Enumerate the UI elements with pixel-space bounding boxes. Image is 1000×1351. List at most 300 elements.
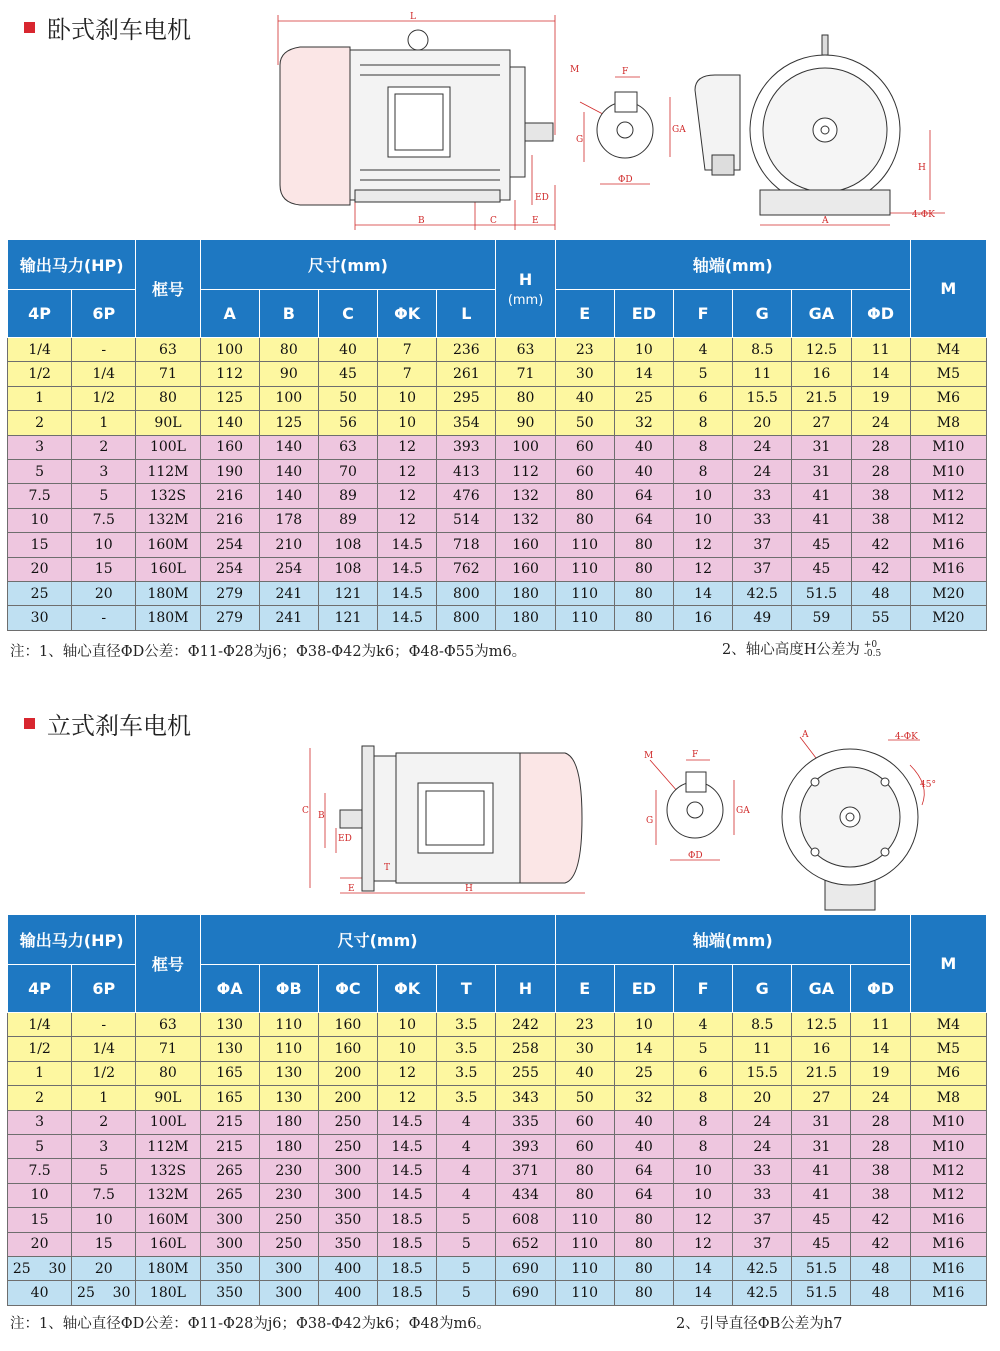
- table-cell: 350: [318, 1232, 377, 1256]
- table-cell: 20: [733, 1086, 792, 1110]
- header-4p: 4P: [8, 290, 72, 338]
- table-cell: M16: [910, 1256, 986, 1280]
- header-col-G: G: [733, 965, 792, 1013]
- title-bullet: [24, 22, 35, 33]
- table-cell: 10: [72, 533, 136, 557]
- table-cell: 28: [851, 459, 910, 483]
- table-cell: 23: [555, 1013, 614, 1037]
- dim-F: F: [622, 67, 629, 77]
- table-cell: -: [72, 606, 136, 630]
- table-cell: 12: [378, 1086, 437, 1110]
- table-cell: 112M: [136, 1134, 200, 1158]
- table-cell: 132: [496, 484, 555, 508]
- table-row: [8, 581, 987, 605]
- section-title-text: 卧式刹车电机: [47, 16, 191, 44]
- header-M: M: [910, 915, 986, 1013]
- dim-E: E: [532, 216, 539, 226]
- table-cell: 132: [496, 508, 555, 532]
- table-cell: 20: [8, 1232, 72, 1256]
- table-cell: 5: [437, 1232, 496, 1256]
- header-M: M: [910, 240, 986, 338]
- table-cell: 40: [614, 435, 673, 459]
- table-cell: 89: [318, 508, 377, 532]
- table-cell: M16: [910, 1232, 986, 1256]
- table-cell: 100L: [136, 1110, 200, 1134]
- table-cell: 110: [555, 533, 614, 557]
- horizontal-motor-side-drawing: [270, 5, 570, 230]
- table-row: [8, 1281, 987, 1305]
- table-cell: 33: [733, 1159, 792, 1183]
- table-cell: 254: [200, 533, 259, 557]
- table-cell: 4: [673, 338, 732, 362]
- table-cell: 15.5: [733, 1061, 792, 1085]
- table-cell: 12.5: [792, 1013, 851, 1037]
- table-cell: 30: [8, 606, 72, 630]
- table-cell: 40: [614, 1110, 673, 1134]
- table-cell: 25: [614, 386, 673, 410]
- dim-GA: GA: [736, 806, 750, 816]
- table-cell: 38: [851, 1159, 910, 1183]
- table-cell: 33: [733, 1183, 792, 1207]
- table-cell: 19: [851, 1061, 910, 1085]
- table-cell: 12: [378, 1061, 437, 1085]
- table-cell: 12: [673, 1208, 732, 1232]
- table-cell: 12: [378, 508, 437, 532]
- table-cell: 63: [136, 338, 200, 362]
- header-frame: 框号: [136, 915, 200, 1013]
- table-cell: 5: [8, 1134, 72, 1158]
- table-cell: M12: [910, 1159, 986, 1183]
- table-cell: 160M: [136, 533, 200, 557]
- table-cell: 63: [136, 1013, 200, 1037]
- table-cell: 335: [496, 1110, 555, 1134]
- vertical-note-1: 注：1、轴心直径ΦD公差：Φ11-Φ28为j6；Φ38-Φ42为k6；Φ48为m6。: [10, 1316, 491, 1332]
- table-cell: 14: [851, 362, 910, 386]
- table-row: [8, 411, 987, 435]
- table-cell: 215: [200, 1134, 259, 1158]
- dim-E: E: [348, 884, 355, 894]
- table-cell: 15: [72, 557, 136, 581]
- table-cell: 80: [136, 1061, 200, 1085]
- table-cell: 51.5: [792, 1256, 851, 1280]
- table-cell: 112: [200, 362, 259, 386]
- dim-B: B: [418, 216, 425, 226]
- table-cell: 64: [614, 1183, 673, 1207]
- header-col-C: ΦC: [318, 965, 377, 1013]
- table-cell: 55: [851, 606, 910, 630]
- table-cell: 45: [792, 1232, 851, 1256]
- table-cell: 18.5: [378, 1232, 437, 1256]
- table-cell: 8.5: [733, 338, 792, 362]
- table-cell: 255: [496, 1061, 555, 1085]
- table-row: [8, 1013, 987, 1037]
- table-cell: 42: [851, 1232, 910, 1256]
- header-col-G: G: [733, 290, 792, 338]
- table-cell: 23: [555, 338, 614, 362]
- table-cell: 31: [792, 459, 851, 483]
- table-cell: 33: [733, 484, 792, 508]
- tolerance: [864, 641, 881, 659]
- table-cell: 14.5: [378, 1110, 437, 1134]
- table-cell: 230: [259, 1159, 318, 1183]
- table-cell: 300: [259, 1281, 318, 1305]
- table-cell: 19: [851, 386, 910, 410]
- table-cell: 10: [673, 1183, 732, 1207]
- table-cell: 38: [851, 484, 910, 508]
- table-cell: 180: [259, 1110, 318, 1134]
- table-cell: 112M: [136, 459, 200, 483]
- table-cell: 40: [614, 459, 673, 483]
- table-cell: 690: [496, 1256, 555, 1280]
- table-cell: 258: [496, 1037, 555, 1061]
- header-col-K: ΦK: [378, 965, 437, 1013]
- table-cell: 1: [72, 1086, 136, 1110]
- table-cell: 180: [496, 581, 555, 605]
- table-cell: 140: [259, 435, 318, 459]
- table-cell: 110: [555, 1256, 614, 1280]
- table-cell: 12: [673, 1232, 732, 1256]
- header-col-A: A: [200, 290, 259, 338]
- table-cell: M12: [910, 1183, 986, 1207]
- table-cell: 80: [555, 1159, 614, 1183]
- table-cell: 37: [733, 533, 792, 557]
- table-cell: 130: [200, 1037, 259, 1061]
- table-cell: 41: [792, 1183, 851, 1207]
- table-cell: 652: [496, 1232, 555, 1256]
- table-cell: 80: [614, 1281, 673, 1305]
- table-row: [8, 1086, 987, 1110]
- table-cell: 64: [614, 484, 673, 508]
- dim-M: M: [644, 751, 654, 761]
- table-cell: 5: [437, 1256, 496, 1280]
- table-cell: 80: [614, 1232, 673, 1256]
- table-row: [8, 459, 987, 483]
- table-cell: 112: [496, 459, 555, 483]
- table-cell: 14: [673, 1256, 732, 1280]
- header-col-C: C: [318, 290, 377, 338]
- horizontal-table-body: [8, 338, 987, 631]
- table-cell: 300: [259, 1256, 318, 1280]
- table-cell: 160: [318, 1013, 377, 1037]
- table-cell: 261: [437, 362, 496, 386]
- table-cell: 41: [792, 484, 851, 508]
- horizontal-note-2-wrap: [722, 638, 881, 659]
- table-cell: 71: [496, 362, 555, 386]
- horizontal-shaft-end-drawing: [570, 62, 690, 192]
- table-cell: 16: [673, 606, 732, 630]
- table-cell: 40: [8, 1281, 72, 1305]
- header-col-E: E: [555, 290, 614, 338]
- table-cell: 690: [496, 1281, 555, 1305]
- table-cell: 25: [614, 1061, 673, 1085]
- table-cell: 14: [851, 1037, 910, 1061]
- table-cell: M12: [910, 508, 986, 532]
- table-cell: 3.5: [437, 1061, 496, 1085]
- vertical-table-body: [8, 1013, 987, 1306]
- horizontal-note-2: 2、轴心高度H公差为: [722, 642, 860, 658]
- table-cell: 121: [318, 606, 377, 630]
- table-cell: 110: [555, 581, 614, 605]
- table-cell: 3.5: [437, 1037, 496, 1061]
- table-cell: 25 30: [8, 1256, 72, 1280]
- table-cell: 3: [8, 435, 72, 459]
- dim-A: A: [822, 216, 829, 226]
- table-cell: 165: [200, 1061, 259, 1085]
- table-cell: M6: [910, 1061, 986, 1085]
- table-cell: 4: [437, 1159, 496, 1183]
- table-cell: 254: [200, 557, 259, 581]
- table-cell: 8: [673, 411, 732, 435]
- table-cell: 350: [318, 1208, 377, 1232]
- table-cell: 7.5: [72, 1183, 136, 1207]
- table-cell: 24: [851, 411, 910, 435]
- table-cell: 70: [318, 459, 377, 483]
- table-cell: 2: [8, 411, 72, 435]
- table-cell: 45: [792, 557, 851, 581]
- table-cell: 1/4: [72, 1037, 136, 1061]
- table-cell: 10: [378, 1037, 437, 1061]
- table-cell: 71: [136, 362, 200, 386]
- table-cell: 242: [496, 1013, 555, 1037]
- table-cell: 1: [8, 386, 72, 410]
- table-cell: 10: [673, 508, 732, 532]
- vertical-flange-front-drawing: [770, 725, 950, 915]
- table-cell: 160: [496, 533, 555, 557]
- table-cell: M5: [910, 1037, 986, 1061]
- dim-angle: 45°: [920, 780, 936, 790]
- table-cell: 60: [555, 1134, 614, 1158]
- table-cell: 11: [733, 1037, 792, 1061]
- table-cell: 300: [200, 1208, 259, 1232]
- table-cell: M8: [910, 411, 986, 435]
- header-col-D: ΦD: [851, 965, 910, 1013]
- table-cell: 514: [437, 508, 496, 532]
- dim-G: G: [646, 816, 654, 826]
- header-col-F: F: [673, 290, 732, 338]
- table-cell: 8: [673, 1110, 732, 1134]
- table-row: [8, 1037, 987, 1061]
- horizontal-motor-front-drawing: [690, 30, 950, 230]
- table-cell: 14: [614, 362, 673, 386]
- table-cell: 180L: [136, 1281, 200, 1305]
- table-cell: M20: [910, 581, 986, 605]
- table-cell: 10: [72, 1208, 136, 1232]
- table-row: [8, 1061, 987, 1085]
- table-cell: M10: [910, 459, 986, 483]
- header-frame: 框号: [136, 240, 200, 338]
- header-col-GA: GA: [792, 290, 851, 338]
- table-cell: 800: [437, 581, 496, 605]
- table-cell: M6: [910, 386, 986, 410]
- table-cell: 24: [733, 1134, 792, 1158]
- table-cell: 2: [8, 1086, 72, 1110]
- table-cell: 28: [851, 1134, 910, 1158]
- header-col-ED: ED: [614, 290, 673, 338]
- table-cell: 31: [792, 435, 851, 459]
- table-cell: 14.5: [378, 1159, 437, 1183]
- table-cell: 300: [318, 1183, 377, 1207]
- header-size: 尺寸(mm): [200, 915, 555, 965]
- header-col-B: B: [259, 290, 318, 338]
- table-cell: M4: [910, 1013, 986, 1037]
- table-cell: 108: [318, 533, 377, 557]
- table-cell: 16: [792, 362, 851, 386]
- table-cell: M4: [910, 338, 986, 362]
- table-cell: 413: [437, 459, 496, 483]
- table-cell: 7.5: [72, 508, 136, 532]
- table-cell: 15.5: [733, 386, 792, 410]
- dim-D: ΦD: [618, 175, 633, 185]
- table-cell: 7: [378, 338, 437, 362]
- table-cell: 80: [555, 1183, 614, 1207]
- table-cell: 718: [437, 533, 496, 557]
- dim-T: T: [384, 863, 391, 873]
- table-cell: 45: [318, 362, 377, 386]
- header-col-E: E: [555, 965, 614, 1013]
- table-cell: 295: [437, 386, 496, 410]
- table-cell: 24: [733, 1110, 792, 1134]
- dim-C: C: [302, 806, 309, 816]
- table-cell: 63: [318, 435, 377, 459]
- table-cell: 434: [496, 1183, 555, 1207]
- dim-GA: GA: [672, 125, 686, 135]
- horizontal-spec-table: [7, 239, 987, 631]
- vertical-note-2: 2、引导直径ΦB公差为h7: [676, 1316, 843, 1332]
- header-H-unit: (mm): [507, 292, 544, 308]
- dim-K: 4-ΦK: [912, 210, 935, 220]
- section-title-text: 立式刹车电机: [47, 712, 191, 740]
- table-cell: 393: [496, 1134, 555, 1158]
- table-cell: 40: [614, 1134, 673, 1158]
- table-cell: 18.5: [378, 1281, 437, 1305]
- table-row: [8, 484, 987, 508]
- table-cell: 80: [614, 606, 673, 630]
- table-cell: 1/2: [72, 386, 136, 410]
- table-cell: 24: [851, 1086, 910, 1110]
- header-H-label: H: [518, 269, 533, 289]
- header-col-A: ΦA: [200, 965, 259, 1013]
- table-cell: M16: [910, 533, 986, 557]
- table-cell: 10: [378, 386, 437, 410]
- table-cell: 32: [614, 411, 673, 435]
- table-cell: 14.5: [378, 557, 437, 581]
- table-cell: 250: [318, 1110, 377, 1134]
- table-cell: 6: [673, 1061, 732, 1085]
- table-cell: 110: [555, 1281, 614, 1305]
- table-cell: 180M: [136, 581, 200, 605]
- table-cell: 265: [200, 1183, 259, 1207]
- table-cell: 12: [378, 435, 437, 459]
- table-cell: 20: [733, 411, 792, 435]
- table-cell: M10: [910, 1110, 986, 1134]
- dim-ED: ED: [338, 834, 352, 844]
- table-cell: 20: [72, 1256, 136, 1280]
- table-row: [8, 557, 987, 581]
- table-cell: 216: [200, 508, 259, 532]
- table-cell: 48: [851, 1281, 910, 1305]
- table-cell: 11: [851, 338, 910, 362]
- table-cell: 31: [792, 1110, 851, 1134]
- table-cell: 5: [8, 459, 72, 483]
- table-cell: 40: [555, 386, 614, 410]
- table-cell: 27: [792, 411, 851, 435]
- table-cell: 80: [555, 508, 614, 532]
- table-cell: 10: [673, 1159, 732, 1183]
- table-cell: 10: [614, 338, 673, 362]
- table-cell: 80: [614, 1256, 673, 1280]
- table-cell: 180: [496, 606, 555, 630]
- header-col-K: ΦK: [378, 290, 437, 338]
- table-cell: 20: [8, 557, 72, 581]
- table-cell: 140: [259, 459, 318, 483]
- table-cell: 80: [614, 557, 673, 581]
- table-cell: 4: [437, 1134, 496, 1158]
- table-row: [8, 1159, 987, 1183]
- table-cell: 110: [555, 606, 614, 630]
- table-cell: 63: [496, 338, 555, 362]
- table-cell: 42: [851, 533, 910, 557]
- table-cell: 7.5: [8, 1159, 72, 1183]
- dim-K: 4-ΦK: [895, 732, 918, 742]
- table-cell: 30: [555, 362, 614, 386]
- vertical-spec-table: [7, 914, 987, 1306]
- table-cell: 90: [496, 411, 555, 435]
- header-shaft: 轴端(mm): [555, 240, 910, 290]
- table-cell: 31: [792, 1134, 851, 1158]
- table-cell: 250: [259, 1208, 318, 1232]
- table-cell: 11: [733, 362, 792, 386]
- table-cell: 250: [318, 1134, 377, 1158]
- table-cell: 45: [792, 533, 851, 557]
- table-cell: 25: [8, 581, 72, 605]
- header-col-L: L: [437, 290, 496, 338]
- table-cell: 132M: [136, 1183, 200, 1207]
- header-col-D: ΦD: [851, 290, 910, 338]
- table-cell: 42: [851, 557, 910, 581]
- table-cell: 37: [733, 1232, 792, 1256]
- table-cell: 42: [851, 1208, 910, 1232]
- table-cell: 241: [259, 581, 318, 605]
- table-cell: 14: [673, 581, 732, 605]
- header-4p: 4P: [8, 965, 72, 1013]
- table-cell: 40: [555, 1061, 614, 1085]
- table-cell: 8: [673, 1134, 732, 1158]
- table-cell: 254: [259, 557, 318, 581]
- table-row: [8, 1256, 987, 1280]
- table-cell: 15: [8, 1208, 72, 1232]
- table-cell: 80: [614, 1208, 673, 1232]
- header-col-GA: GA: [792, 965, 851, 1013]
- table-cell: 90: [259, 362, 318, 386]
- table-cell: 476: [437, 484, 496, 508]
- header-6p: 6P: [72, 290, 136, 338]
- table-cell: 165: [200, 1086, 259, 1110]
- table-cell: 130: [259, 1061, 318, 1085]
- table-cell: 20: [72, 581, 136, 605]
- table-cell: 354: [437, 411, 496, 435]
- table-cell: 215: [200, 1110, 259, 1134]
- table-cell: 14.5: [378, 1183, 437, 1207]
- table-cell: 241: [259, 606, 318, 630]
- table-cell: 4: [437, 1183, 496, 1207]
- table-cell: 108: [318, 557, 377, 581]
- table-cell: 10: [614, 1013, 673, 1037]
- dim-B: B: [318, 811, 325, 821]
- table-cell: -: [72, 338, 136, 362]
- table-cell: 300: [318, 1159, 377, 1183]
- table-cell: 12: [378, 459, 437, 483]
- table-cell: M12: [910, 484, 986, 508]
